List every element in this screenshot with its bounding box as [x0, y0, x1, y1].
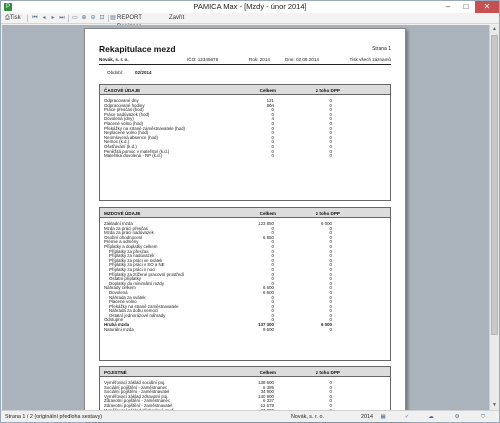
period-row [107, 70, 152, 75]
row-value-total: 12 679 [260, 402, 274, 408]
row-label: Příplatky za práci v SO a NE [109, 262, 165, 268]
row-value-total: 6 600 [263, 285, 274, 291]
row-label: Odpracované dny [104, 98, 139, 103]
row-value-total: 0 [271, 120, 274, 126]
row-value-total: 140 900 [258, 393, 274, 399]
section-header [100, 85, 390, 95]
row-value-dpp: 0 [329, 402, 332, 408]
row-value-total: 0 [271, 280, 274, 286]
row-label: Příplatky za práci v noci [109, 266, 156, 272]
row-label: Nemoc (k.d.) [104, 139, 130, 145]
settings-icon[interactable]: ⚙ [454, 414, 460, 420]
row-value-total: 0 [271, 134, 274, 140]
column-header-dpp: z toho DPP [315, 370, 340, 375]
row-label: Zdravotní pojištění - zaměstnanec [104, 398, 171, 404]
cloud-icon[interactable]: ☁ [428, 414, 434, 420]
row-value-dpp: 0 [329, 393, 332, 399]
row-value-dpp: 0 [329, 276, 332, 282]
row-label: Vyměřovací základ sociální poj. [104, 380, 166, 385]
row-value-total: 121 [266, 98, 274, 103]
scroll-up-icon[interactable]: ▲ [492, 26, 497, 32]
vertical-scrollbar[interactable] [489, 25, 499, 410]
row-value-total: 0 [271, 225, 274, 231]
section-wage-data [99, 207, 391, 361]
row-label: Příplatky a doplatky celkem [104, 243, 158, 249]
row-label: Příplatky za práci ve svátek [109, 257, 163, 263]
row-label: Doplatky do minimální mzdy [109, 280, 164, 286]
report-designer-button[interactable]: REPORT [117, 15, 142, 21]
section-header [100, 208, 390, 218]
scroll-thumb[interactable] [491, 35, 498, 335]
column-header-total: Celkem [259, 88, 276, 93]
row-value-dpp: 0 [329, 253, 332, 259]
row-value-total: 0 [271, 153, 274, 159]
column-header-total: Celkem [259, 211, 276, 216]
row-label: Náhrada za dobu nemoci [109, 308, 159, 314]
row-value-total: 138 600 [258, 380, 274, 385]
row-value-total: 0 [271, 303, 274, 309]
section-title: ČASOVÉ ÚDAJE [104, 88, 141, 93]
row-value-dpp: 0 [329, 308, 332, 314]
maximize-button[interactable]: □ [463, 2, 469, 11]
row-value-total: 0 [271, 111, 274, 117]
table-row [100, 328, 390, 333]
row-label: Neplacené volno (hod) [104, 130, 149, 136]
row-label: Mateřská dovolená - RP (k.d.) [104, 153, 163, 159]
toolbar [1, 13, 499, 24]
row-value-dpp: 0 [329, 111, 332, 117]
row-value-total: 0 [271, 243, 274, 249]
period-value: 02/2014 [135, 70, 152, 75]
row-value-total: 0 [271, 257, 274, 263]
row-value-dpp: 0 [329, 248, 332, 254]
section-title: POJISTNÉ [104, 370, 127, 375]
row-label: Odpracované hodiny [104, 102, 145, 108]
row-value-dpp: 0 [329, 303, 332, 309]
report-page [84, 28, 406, 420]
report-title: Rekapitulace mezd [99, 44, 176, 54]
report-designer-icon: ▤ [110, 15, 116, 21]
row-label: Překážky na straně zaměstnavatele [109, 303, 179, 309]
row-value-total: 0 [271, 262, 274, 268]
row-label: Hrubá mzda [104, 322, 130, 328]
row-value-dpp: 0 [329, 266, 332, 272]
first-page-icon[interactable]: ⏮ [32, 15, 38, 21]
row-value-dpp: 0 [329, 262, 332, 268]
row-value-dpp: 0 [329, 139, 332, 145]
row-value-total: 6 850 [263, 234, 274, 240]
report-year: Rok: 2014 [249, 57, 270, 62]
row-label: Vyměřovací základ zdravotní poj. [104, 393, 169, 399]
row-label: Příplatky za ztížené pracovní prostředí [109, 271, 184, 277]
row-value-total: 0 [271, 130, 274, 136]
column-header-dpp: z toho DPP [315, 88, 340, 93]
filter-icon[interactable]: ⛉ [480, 414, 486, 420]
row-label: Ostatní jednorázové náhrady [109, 312, 166, 318]
row-value-total: 0 [271, 317, 274, 323]
status-company: Novák, s. r. o. [291, 414, 324, 420]
row-value-dpp: 0 [329, 234, 332, 240]
row-label: Ostatní příplatky [109, 276, 141, 282]
row-value-dpp: 6 000 [321, 221, 332, 226]
row-value-dpp: 0 [329, 326, 332, 332]
row-value-total: 0 [271, 266, 274, 272]
row-value-dpp: 0 [329, 125, 332, 131]
column-header-total: Celkem [259, 370, 276, 375]
row-value-dpp: 0 [329, 317, 332, 323]
row-value-total: 0 [271, 148, 274, 154]
row-value-total: 0 [271, 294, 274, 300]
table-row [100, 154, 390, 159]
column-header-dpp: z toho DPP [315, 211, 340, 216]
row-value-dpp: 0 [329, 153, 332, 159]
status-year: 2014 [361, 414, 373, 420]
toolbar-separator [27, 15, 28, 22]
row-value-dpp: 0 [329, 299, 332, 305]
row-label: Neomluvená absence (hod) [104, 134, 158, 140]
row-value-total: 123 850 [258, 221, 274, 226]
row-label: Dovolená (dny) [104, 116, 134, 122]
row-value-dpp: 6 000 [321, 322, 332, 328]
row-label: Zdravotní pojištění - zaměstnavatel [104, 402, 173, 408]
app-logo-icon: P [5, 4, 10, 10]
row-value-total: 0 [271, 312, 274, 318]
period-label: Období: [107, 70, 124, 75]
title-bar [1, 1, 499, 13]
company-ico: IČO: 12345678 [187, 57, 219, 62]
checkmark-icon[interactable]: ✓ [404, 414, 410, 420]
row-value-total: 0 [271, 299, 274, 305]
zoom-fit-icon[interactable]: ⊡ [99, 15, 105, 21]
printer-icon: ⎙ [5, 15, 10, 21]
row-value-dpp: 0 [329, 257, 332, 263]
row-value-dpp: 0 [329, 102, 332, 108]
row-value-total: 0 [271, 253, 274, 259]
row-value-total: 0 [271, 248, 274, 254]
row-label: Překážky na straně zaměstnavatele (hod) [104, 125, 186, 131]
row-value-dpp: 0 [329, 130, 332, 136]
last-page-icon[interactable]: ⏭ [59, 15, 65, 21]
row-value-dpp: 0 [329, 225, 332, 231]
header-divider [99, 64, 391, 65]
row-value-total: 6 600 [263, 289, 274, 295]
report-header-row [99, 57, 391, 64]
row-value-total: 0 [271, 230, 274, 236]
row-value-dpp: 0 [329, 389, 332, 395]
row-label: Mzda za práci přesčas [104, 225, 148, 231]
row-value-dpp: 0 [329, 143, 332, 149]
row-value-total: 0 [271, 276, 274, 282]
row-label: Peněžitá pomoc v mateřství (k.d.) [104, 148, 170, 154]
section-body [100, 95, 390, 159]
row-value-dpp: 0 [329, 116, 332, 122]
row-label: Sociální pojištění - zaměstnanec [104, 384, 168, 390]
row-value-total: 0 [271, 107, 274, 113]
row-label: Placené volno [109, 299, 137, 305]
row-label: Základní mzda [104, 221, 133, 226]
row-value-total: 0 [271, 308, 274, 314]
row-value-dpp: 0 [329, 239, 332, 245]
next-page-icon[interactable]: ▸ [51, 15, 55, 21]
toolbar-separator [68, 15, 69, 22]
row-value-dpp: 0 [329, 243, 332, 249]
zoom-out-icon[interactable]: ⊖ [90, 15, 96, 21]
row-value-dpp: 0 [329, 134, 332, 140]
row-label: Příplatky za nadúvazek [109, 253, 155, 259]
scroll-down-icon[interactable]: ▼ [492, 402, 497, 408]
row-value-total: 0 [271, 125, 274, 131]
row-value-dpp: 0 [329, 285, 332, 291]
row-value-dpp: 0 [329, 271, 332, 277]
report-date: Dne: 02.09.2014 [285, 57, 319, 62]
row-value-dpp: 0 [329, 230, 332, 236]
row-label: Placené volno (hod) [104, 120, 144, 126]
section-body [100, 218, 390, 332]
row-value-dpp: 0 [329, 289, 332, 295]
calculator-icon[interactable]: ▦ [380, 414, 386, 420]
row-value-dpp: 0 [329, 98, 332, 103]
row-label: Sociální pojištění - zaměstnavatel [104, 389, 170, 395]
row-value-total: 6 337 [263, 398, 274, 404]
row-label: Odstupné [104, 317, 124, 323]
row-value-total: 9 500 [263, 326, 274, 332]
row-value-total: 137 300 [258, 322, 274, 328]
row-value-dpp: 0 [329, 312, 332, 318]
row-value-dpp: 0 [329, 398, 332, 404]
row-value-total: 0 [271, 139, 274, 145]
zoom-in-icon[interactable]: ⊕ [81, 15, 87, 21]
row-value-total: 804 [266, 102, 274, 108]
row-label: Náhrada za svátek [109, 294, 146, 300]
print-button[interactable] [5, 14, 23, 23]
row-value-dpp: 0 [329, 148, 332, 154]
row-label: Práce nadúvazek (hod) [104, 111, 150, 117]
row-value-total: 4 [271, 116, 274, 122]
report-page-number: Strana 1 [372, 46, 391, 52]
row-label: Mzda za práci nadúvazek [104, 230, 154, 236]
status-bar [1, 410, 499, 422]
row-value-total: 0 [271, 271, 274, 277]
row-label: Práce přesčas (hod) [104, 107, 144, 113]
row-label: Ošetřování (k.d.) [104, 143, 137, 149]
row-value-dpp: 0 [329, 120, 332, 126]
section-header [100, 367, 390, 377]
close-window-button[interactable]: ✕ [475, 1, 499, 13]
row-label: Náhrady celkem [104, 285, 136, 291]
report-preview-area[interactable] [2, 25, 489, 410]
row-value-total: 0 [271, 143, 274, 149]
row-value-dpp: 0 [329, 107, 332, 113]
status-page-info: Strana 1 / 2 (originální předloha sestavy) [5, 414, 103, 420]
section-time-data [99, 84, 391, 201]
row-value-total: 34 900 [260, 389, 274, 395]
row-label: Naturální mzda [104, 326, 134, 332]
close-preview-button[interactable]: Zavřít [169, 15, 185, 21]
row-value-total: 0 [271, 239, 274, 245]
row-label: Příplatky za přesčas [109, 248, 149, 254]
prev-page-icon[interactable]: ◂ [42, 15, 46, 21]
report-record-scope: Tisk všech záznamů [349, 57, 391, 62]
window-title: PAMICA Max - [Mzdy - únor 2014] [193, 2, 307, 11]
section-title: MZDOVÉ ÚDAJE [104, 211, 141, 216]
row-value-dpp: 0 [329, 380, 332, 385]
row-value-total: 6 385 [263, 384, 274, 390]
minimize-button[interactable]: – [445, 2, 451, 11]
print-label: Tisk [9, 15, 21, 21]
company-name: Novák, s. r. o. [99, 57, 129, 62]
page-layout-icon[interactable]: ▭ [72, 15, 78, 21]
row-label: Prémie a odměny [104, 239, 139, 245]
row-label: Dovolená [109, 289, 128, 295]
row-value-dpp: 0 [329, 280, 332, 286]
row-label: Osobní ohodnocení [104, 234, 143, 240]
row-value-dpp: 0 [329, 384, 332, 390]
row-value-dpp: 0 [329, 294, 332, 300]
